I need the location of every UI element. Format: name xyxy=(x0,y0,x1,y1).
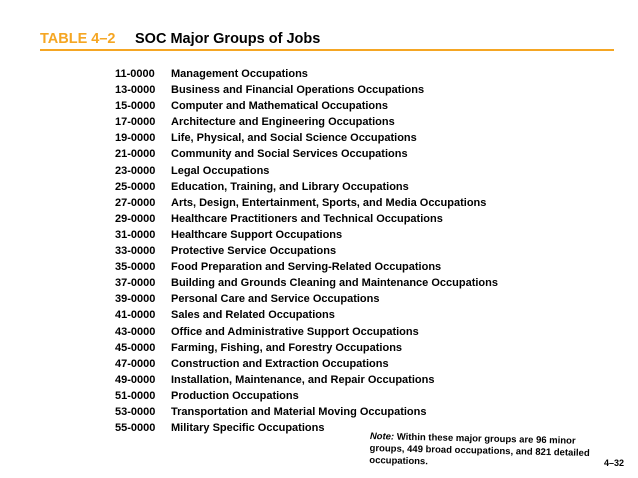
list-item xyxy=(115,130,535,146)
occupation-group-name: Healthcare Support Occupations xyxy=(171,228,343,241)
list-item xyxy=(115,211,535,227)
list-item xyxy=(115,114,535,130)
soc-code: 17-0000 xyxy=(115,116,156,129)
soc-code: 15-0000 xyxy=(115,100,156,113)
occupation-group-name: Farming, Fishing, and Forestry Occupations xyxy=(171,341,403,354)
occupation-group-name: Business and Financial Operations Occupations xyxy=(171,84,425,97)
soc-code: 47-0000 xyxy=(115,357,156,370)
occupation-group-name: Transportation and Material Moving Occupations xyxy=(171,405,427,418)
occupation-group-name: Education, Training, and Library Occupations xyxy=(171,180,409,193)
list-item xyxy=(115,163,535,179)
soc-code: 51-0000 xyxy=(115,389,156,402)
soc-code: 25-0000 xyxy=(115,180,156,193)
list-item xyxy=(115,82,535,98)
occupation-group-name: Legal Occupations xyxy=(171,164,270,177)
soc-code: 49-0000 xyxy=(115,373,156,386)
list-item xyxy=(115,388,535,404)
soc-code: 53-0000 xyxy=(115,405,156,418)
soc-code: 33-0000 xyxy=(115,245,156,258)
occupation-group-name: Protective Service Occupations xyxy=(171,245,337,258)
occupation-group-name: Arts, Design, Entertainment, Sports, and Media Occupations xyxy=(171,196,487,209)
soc-code: 21-0000 xyxy=(115,148,156,161)
occupation-group-name: Construction and Extraction Occupations xyxy=(171,357,389,370)
occupation-groups-list xyxy=(115,66,535,436)
soc-code: 39-0000 xyxy=(115,293,156,306)
table-label: TABLE 4–2 xyxy=(40,31,116,47)
list-item xyxy=(115,179,535,195)
occupation-group-name: Life, Physical, and Social Science Occupations xyxy=(171,132,417,145)
list-item xyxy=(115,227,535,243)
occupation-group-name: Military Specific Occupations xyxy=(171,422,325,435)
soc-code: 55-0000 xyxy=(115,422,156,435)
list-item xyxy=(115,243,535,259)
soc-code: 27-0000 xyxy=(115,196,156,209)
list-item xyxy=(115,291,535,307)
table-header xyxy=(40,31,614,51)
occupation-group-name: Office and Administrative Support Occupations xyxy=(171,325,419,338)
occupation-group-name: Food Preparation and Serving-Related Occupations xyxy=(171,261,442,274)
list-item xyxy=(115,146,535,162)
soc-code: 31-0000 xyxy=(115,228,156,241)
list-item xyxy=(115,356,535,372)
list-item xyxy=(115,259,535,275)
table-title: SOC Major Groups of Jobs xyxy=(135,31,321,47)
occupation-group-name: Installation, Maintenance, and Repair Occupations xyxy=(171,373,435,386)
soc-code: 11-0000 xyxy=(115,68,155,80)
soc-code: 41-0000 xyxy=(115,309,156,322)
occupation-group-name: Personal Care and Service Occupations xyxy=(171,293,380,306)
list-item xyxy=(115,98,535,114)
occupation-group-name: Sales and Related Occupations xyxy=(171,309,335,322)
list-item xyxy=(115,372,535,388)
list-item xyxy=(115,307,535,323)
list-item xyxy=(115,340,535,356)
occupation-group-name: Building and Grounds Cleaning and Maintenance Occupations xyxy=(171,277,498,290)
page-number: 4–32 xyxy=(603,458,624,468)
soc-code: 37-0000 xyxy=(115,277,156,290)
list-item xyxy=(115,404,535,420)
footnote xyxy=(369,431,595,472)
occupation-group-name: Architecture and Engineering Occupations xyxy=(171,116,395,129)
soc-code: 45-0000 xyxy=(115,341,156,354)
soc-code: 23-0000 xyxy=(115,164,156,177)
soc-code: 43-0000 xyxy=(115,325,156,338)
note-text: Within these major groups are 96 minor groups, 449 broad occupations, and 821 detailed occupations. xyxy=(369,431,590,468)
occupation-group-name: Production Occupations xyxy=(171,389,299,402)
soc-code: 13-0000 xyxy=(115,84,156,97)
list-item xyxy=(115,195,535,211)
list-item xyxy=(115,324,535,340)
occupation-group-name: Computer and Mathematical Occupations xyxy=(171,100,388,113)
list-item xyxy=(115,275,535,291)
list-item xyxy=(115,66,535,82)
note-label: Note: xyxy=(369,431,395,443)
occupation-group-name: Healthcare Practitioners and Technical Occupations xyxy=(171,212,443,225)
soc-code: 29-0000 xyxy=(115,212,156,225)
occupation-group-name: Management Occupations xyxy=(171,68,308,80)
occupation-group-name: Community and Social Services Occupations xyxy=(171,148,408,161)
soc-code: 35-0000 xyxy=(115,261,156,274)
soc-code: 19-0000 xyxy=(115,132,156,145)
